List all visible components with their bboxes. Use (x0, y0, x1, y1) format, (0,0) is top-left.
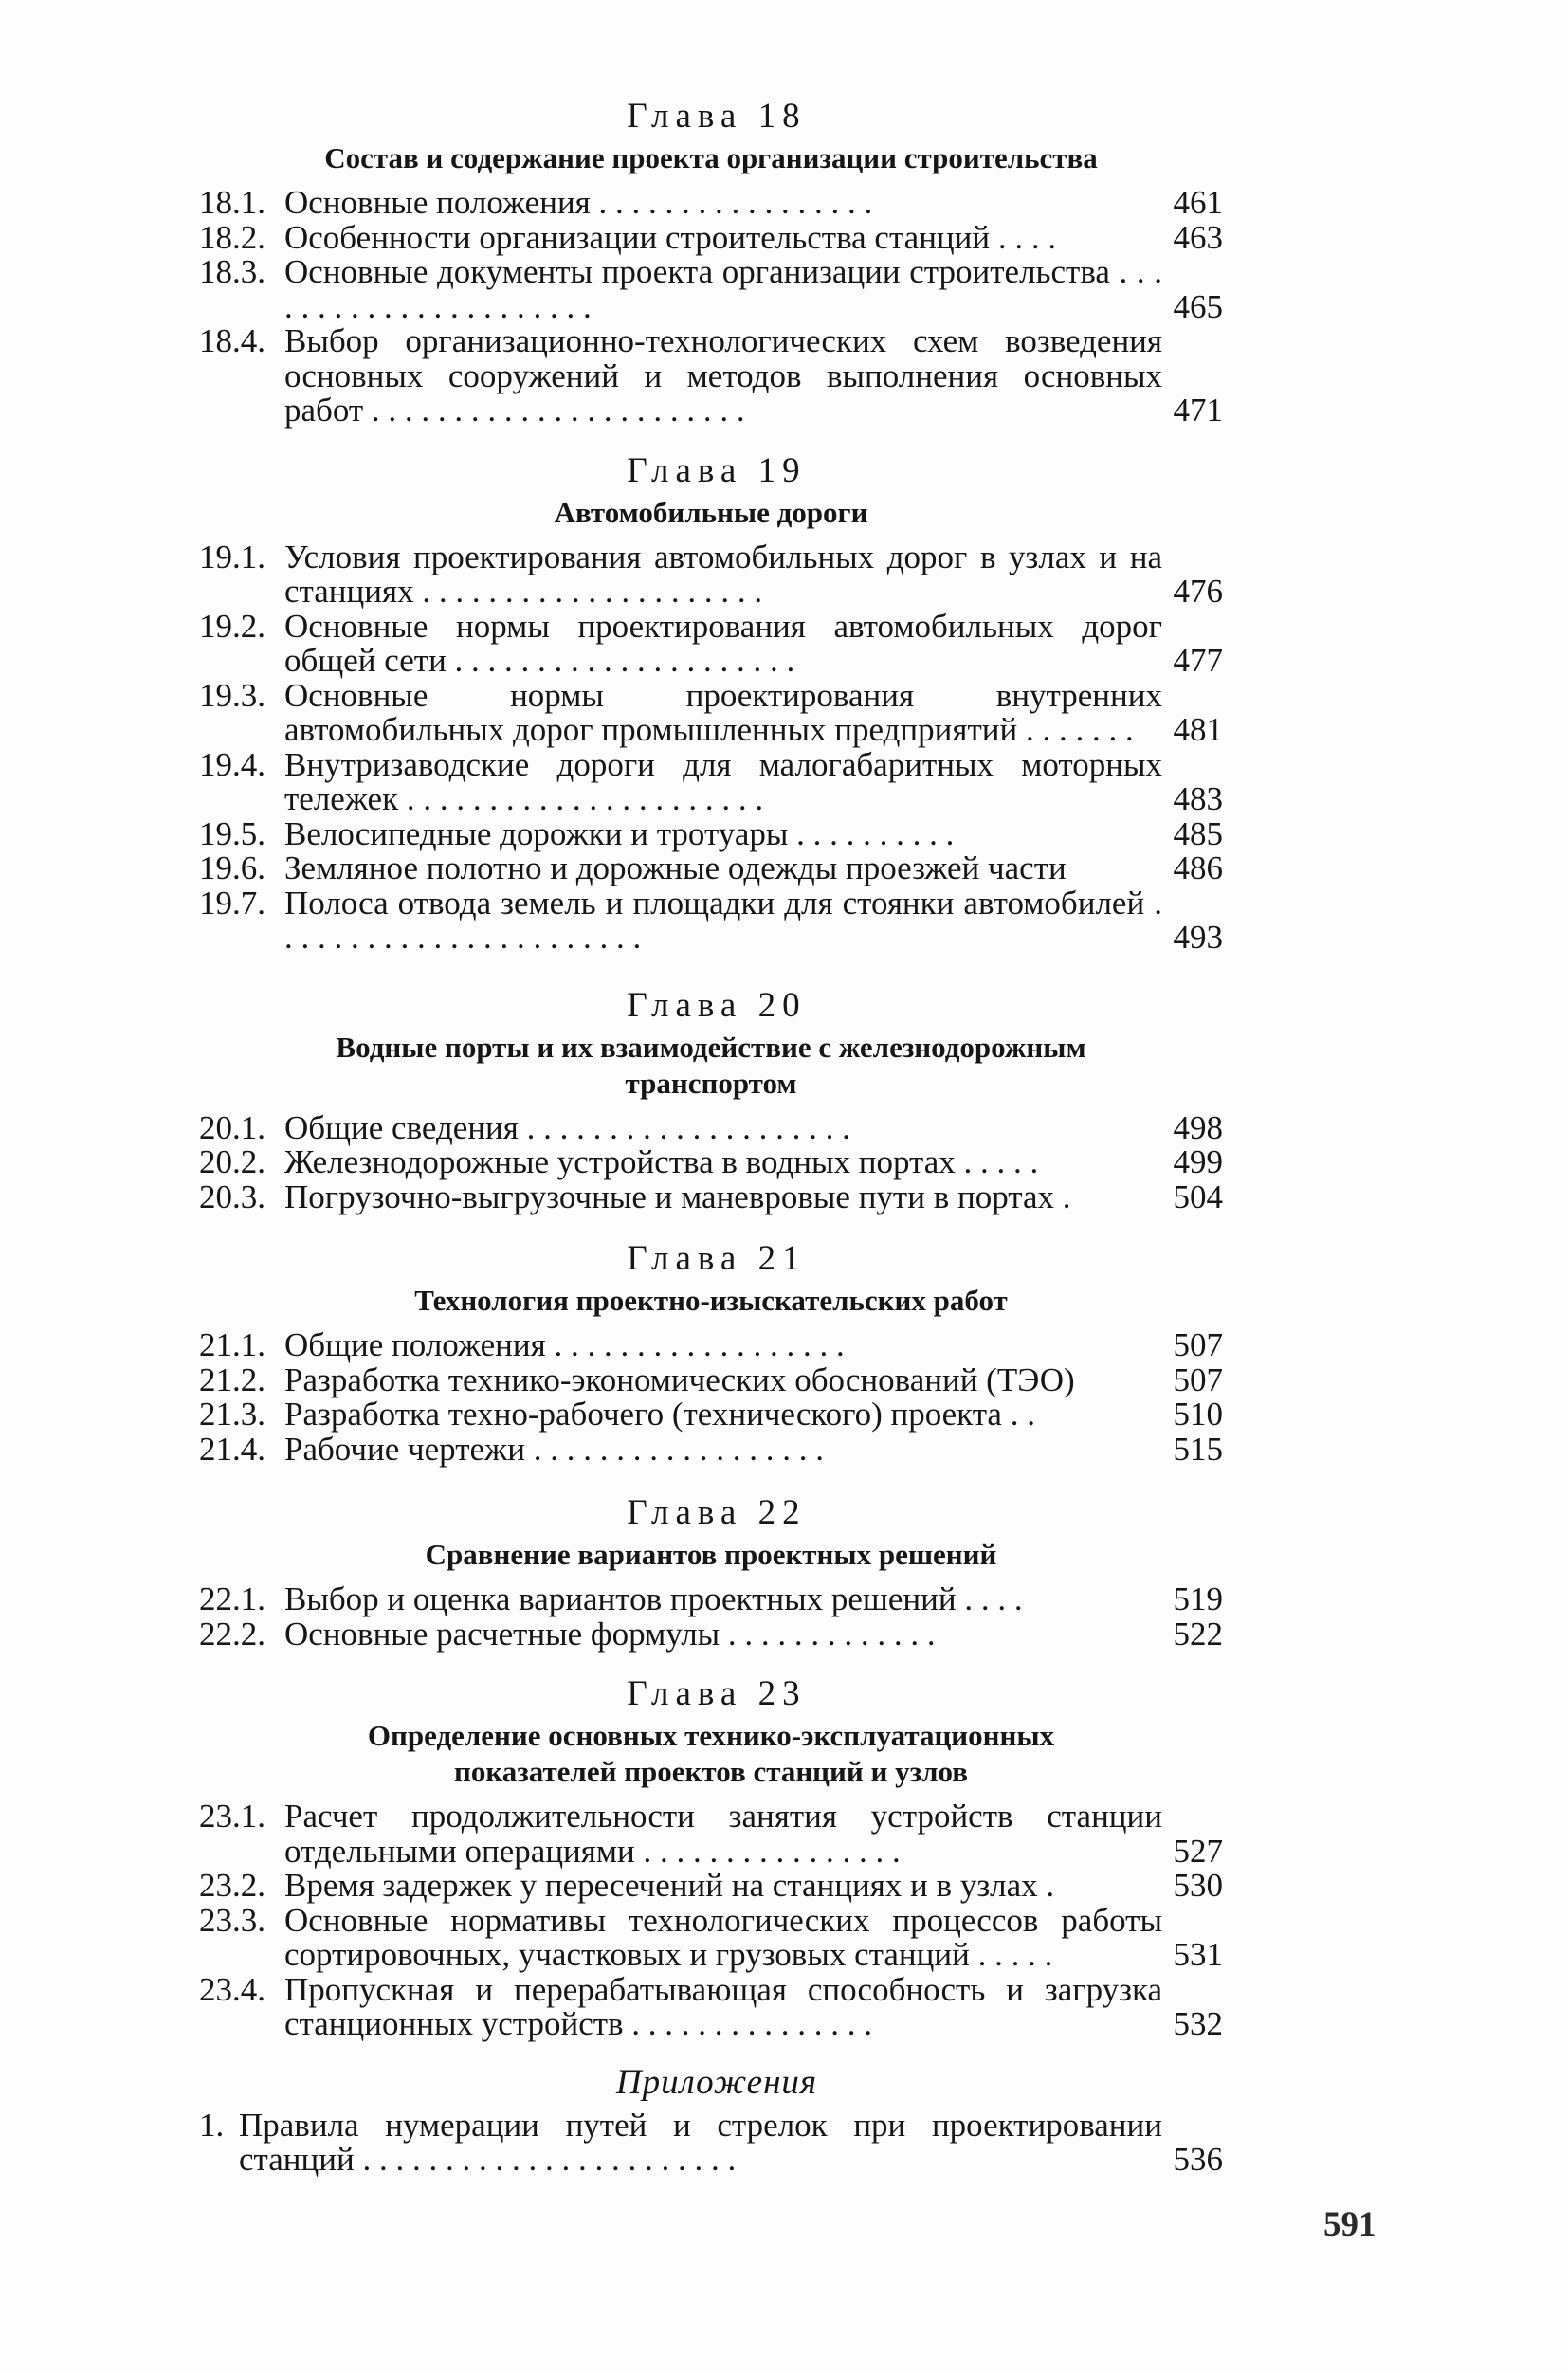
section-number: 23.4. (199, 1970, 265, 2008)
toc-entry[interactable] (199, 745, 1223, 817)
chapter-label: Глава 20 (627, 985, 807, 1025)
chapter-title: Состав и содержание проекта организации строительства (324, 141, 1098, 174)
section-title: Условия проектирования автомобильных дорог в узлах и на станциях . . . . . . . . . . . . . . . . . . . . . (284, 538, 1162, 610)
section-title: Особенности организации строительства станций . . . . (284, 218, 1057, 256)
section-number: 20.2. (199, 1143, 265, 1180)
toc-entry[interactable] (199, 1617, 1223, 1653)
toc-entry[interactable] (199, 255, 1223, 324)
section-title: Рабочие чертежи . . . . . . . . . . . . . . . . . . (284, 1430, 824, 1468)
section-number: 21.3. (199, 1396, 265, 1433)
chapter-label: Глава 21 (627, 1239, 807, 1278)
section-title: Общие сведения . . . . . . . . . . . . . . . . . . . . (284, 1108, 850, 1146)
toc-entry[interactable] (199, 1869, 1223, 1904)
section-number: 23.1. (199, 1798, 265, 1835)
section-title: Разработка техно-рабочего (технического) проекта . . (284, 1396, 1035, 1433)
chapter-section (199, 984, 1223, 1215)
page-reference: 531 (1173, 1936, 1223, 1973)
toc-entry[interactable] (199, 814, 1223, 852)
section-number: 23.3. (199, 1901, 265, 1939)
toc-entry[interactable] (199, 1582, 1223, 1617)
chapter-section (199, 1237, 1223, 1467)
section-title: Пропускная и перерабатывающая способность и загрузка станционных устройств . . . . . . . . . . . . . . . (284, 1970, 1162, 2042)
toc-entry[interactable] (199, 1328, 1223, 1363)
page-reference: 476 (1173, 573, 1223, 610)
page-reference: 522 (1173, 1615, 1223, 1653)
section-number: 21.1. (199, 1326, 265, 1363)
page-reference: 507 (1173, 1326, 1223, 1363)
section-number: 19.6. (199, 849, 265, 886)
section-title: Велосипедные дорожки и тротуары . . . . . . . . . . (284, 814, 955, 852)
section-number: 19.2. (199, 607, 265, 645)
page-reference: 498 (1173, 1108, 1223, 1146)
page-reference: 486 (1173, 849, 1223, 886)
page-reference: 481 (1173, 711, 1223, 748)
section-title: Общие положения . . . . . . . . . . . . . . . . . . (284, 1326, 845, 1363)
section-title: Погрузочно-выгрузочные и маневровые пути в портах . (284, 1178, 1071, 1215)
page-reference: 504 (1173, 1178, 1223, 1215)
section-number: 19.3. (199, 676, 265, 714)
toc-entry[interactable] (199, 1799, 1223, 1869)
chapter-title: Водные порты и их взаимодействие с железнодорожным транспортом (336, 1030, 1086, 1100)
toc-entry[interactable] (199, 1180, 1223, 1215)
toc-entry[interactable] (199, 1360, 1223, 1398)
toc-entry[interactable] (199, 1397, 1223, 1433)
chapter-section (199, 1491, 1223, 1652)
toc-entry[interactable] (199, 218, 1223, 256)
section-number: 18.1. (199, 184, 265, 221)
toc-entry[interactable] (199, 676, 1223, 748)
chapter-section (199, 1672, 1223, 2042)
section-number: 19.5. (199, 814, 265, 852)
page-reference: 485 (1173, 814, 1223, 852)
section-number: 21.2. (199, 1360, 265, 1398)
section-number: 21.4. (199, 1430, 265, 1468)
chapter-title: Технология проектно-изыскательских работ (414, 1284, 1008, 1317)
section-title: Основные расчетные формулы . . . . . . . . . . . . . (284, 1615, 936, 1653)
toc-entry[interactable] (199, 2106, 1223, 2178)
chapter-label: Глава 19 (627, 450, 807, 490)
section-title: Время задержек у пересечений на станциях и в узлах . (284, 1867, 1055, 1904)
section-title: Основные документы проекта организации строительства . . . . . . . . . . . . . . . . . . . . . . (284, 253, 1162, 325)
toc-entry[interactable] (199, 324, 1223, 429)
page-reference: 483 (1173, 780, 1223, 817)
toc-entry[interactable] (199, 1145, 1223, 1180)
toc-entry[interactable] (199, 886, 1223, 956)
toc-entry[interactable] (199, 540, 1223, 610)
page-reference: 519 (1173, 1580, 1223, 1617)
section-number: 19.1. (199, 538, 265, 575)
section-title: Правила нумерации путей и стрелок при проектировании станций . . . . . . . . . . . . . . . . . . . . . . . (239, 2106, 1162, 2178)
toc-entry[interactable] (199, 607, 1223, 679)
toc-entry[interactable] (199, 851, 1223, 886)
section-number: 22.2. (199, 1615, 265, 1653)
section-title: Основные нормы проектирования автомобильных дорог общей сети . . . . . . . . . . . . . . . . . . . . . (284, 607, 1162, 679)
toc-entry[interactable] (199, 1970, 1223, 2042)
page-reference: 499 (1173, 1143, 1223, 1180)
page-reference: 507 (1173, 1360, 1223, 1398)
appendix-section (199, 2061, 1223, 2178)
section-title: Выбор организационно-технологических схем возведения основных сооружений и методов выполнения основных работ . . . . . . . . . . . . . . . . . . . . . . . (284, 322, 1162, 429)
toc-entry[interactable] (199, 1430, 1223, 1468)
section-number: 19.4. (199, 745, 265, 783)
page-reference: 465 (1173, 287, 1223, 325)
chapter-section (199, 95, 1223, 429)
chapter-label: Глава 22 (627, 1493, 807, 1532)
page-reference: 515 (1173, 1430, 1223, 1468)
section-title: Выбор и оценка вариантов проектных решений . . . . (284, 1580, 1023, 1617)
chapter-section (199, 449, 1223, 956)
section-title: Железнодорожные устройства в водных портах . . . . . (284, 1143, 1039, 1180)
toc-entry[interactable] (199, 1901, 1223, 1973)
page-reference: 532 (1173, 2005, 1223, 2042)
appendix-label: Приложения (615, 2062, 818, 2102)
chapter-label: Глава 23 (627, 1674, 807, 1713)
chapter-title: Сравнение вариантов проектных решений (425, 1538, 997, 1571)
section-number: 18.2. (199, 218, 265, 256)
chapter-title: Автомобильные дороги (554, 495, 868, 529)
section-title: Полоса отвода земель и площадки для стоянки автомобилей . . . . . . . . . . . . . . . . . . . . . . . (284, 884, 1162, 956)
section-title: Разработка технико-экономических обоснований (ТЭО) (284, 1360, 1075, 1398)
section-title: Внутризаводские дороги для малогабаритных моторных тележек . . . . . . . . . . . . . . . . . . . . . . (284, 745, 1162, 817)
toc-entry[interactable] (199, 1108, 1223, 1146)
toc-entry[interactable] (199, 186, 1223, 221)
section-title: Земляное полотно и дорожные одежды проезжей части (284, 849, 1067, 886)
section-title: Основные нормы проектирования внутренних автомобильных дорог промышленных предприятий . . . . . . . (284, 676, 1162, 748)
section-title: Основные положения . . . . . . . . . . . . . . . . . (284, 184, 873, 221)
section-number: 18.4. (199, 322, 265, 359)
page-reference: 527 (1173, 1832, 1223, 1870)
table-of-contents (199, 95, 1223, 2178)
section-number: 20.1. (199, 1108, 265, 1146)
page-reference: 471 (1173, 392, 1223, 429)
chapter-label: Глава 18 (627, 97, 807, 136)
section-number: 19.7. (199, 884, 265, 922)
page-reference: 463 (1173, 218, 1223, 256)
chapter-title: Определение основных технико-эксплуатационных показателей проектов станций и узлов (367, 1719, 1055, 1788)
section-number: 22.1. (199, 1580, 265, 1617)
page-reference: 510 (1173, 1396, 1223, 1433)
section-title: Основные нормативы технологических процессов работы сортировочных, участковых и грузовых станций . . . . . (284, 1901, 1162, 1973)
page-reference: 536 (1173, 2141, 1223, 2178)
page-reference: 461 (1173, 184, 1223, 221)
page-reference: 493 (1173, 919, 1223, 956)
section-title: Расчет продолжительности занятия устройств станции отдельными операциями . . . . . . . . . . . . . . . . (284, 1798, 1162, 1870)
section-number: 1. (199, 2106, 225, 2144)
page-reference: 530 (1173, 1867, 1223, 1904)
section-number: 18.3. (199, 253, 265, 290)
page-number: 591 (1323, 2205, 1377, 2244)
page-reference: 477 (1173, 642, 1223, 679)
section-number: 20.3. (199, 1178, 265, 1215)
section-number: 23.2. (199, 1867, 265, 1904)
